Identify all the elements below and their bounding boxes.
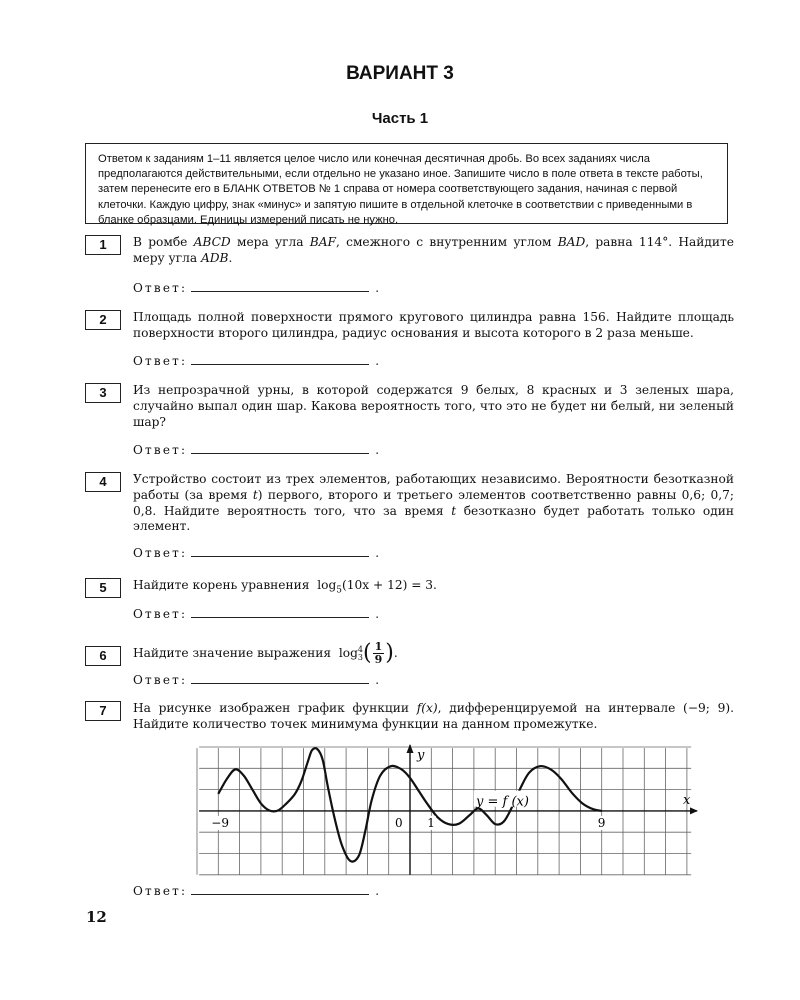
task-text: Площадь полной поверхности прямого кругового цилиндра равна 156. Найдите площадь поверхности второго цилиндра, радиус основания и высота которого в 2 раза меньше. bbox=[133, 310, 734, 340]
x-tick-label-neg9: −9 bbox=[211, 815, 230, 830]
instructions-text: Ответом к заданиям 1–11 является целое число или конечная десятичная дробь. Во всех заданиях числа предполагаются действительными, если отдельно не указано иное. Запишите число в поле ответа в тексте работы, затем перенесите его в БЛАНК ОТВЕТОВ № 1 справа от номера соответствующего задания, начиная с первой клеточки. Каждую цифру, знак «минус» и запятую пишите в отдельной клеточке в соответствии с приведенными в бланке образцами. Единицы измерений писать не нужно. bbox=[98, 153, 703, 226]
answer-field[interactable]: Ответ: . bbox=[133, 884, 380, 898]
curve-label: y = f (x) bbox=[476, 794, 529, 810]
task-text: Из непрозрачной урны, в которой содержатся 9 белых, 8 красных и 3 зеленых шара, случайно выпал один шар. Какова вероятность того, что это не будет ни белый, ни зеленый шар? bbox=[133, 383, 734, 429]
task-text: В ромбе ABCD мера угла BAF, смежного с внутренним углом BAD, равна 114°. Найдите меру угла ADB. bbox=[133, 235, 735, 265]
task-number: 5 bbox=[85, 578, 121, 598]
task-number: 4 bbox=[85, 472, 121, 492]
fraction: $\frac{1}{9}$ bbox=[374, 640, 383, 666]
section-subtitle: Часть 1 bbox=[371, 110, 429, 127]
task-number: 7 bbox=[85, 701, 121, 721]
answer-field[interactable]: Ответ: . bbox=[133, 607, 380, 621]
y-axis-arrow bbox=[407, 744, 414, 753]
page-number: 12 bbox=[86, 908, 107, 926]
task-text: Найдите значение выражения log 4 3 ( $\frac{1}{9}$ ). bbox=[133, 640, 398, 666]
x-tick-label-1: 1 bbox=[427, 815, 435, 830]
task-number: 1 bbox=[85, 235, 121, 255]
y-axis-label: y bbox=[417, 748, 425, 763]
instructions-box bbox=[85, 143, 728, 224]
math-log: log bbox=[317, 578, 337, 592]
page-title: ВАРИАНТ 3 bbox=[346, 63, 454, 84]
x-tick-label-9: 9 bbox=[597, 815, 606, 830]
function-graph bbox=[173, 743, 699, 878]
answer-field[interactable]: Ответ: . bbox=[133, 673, 380, 687]
answer-field[interactable]: Ответ: . bbox=[133, 354, 380, 368]
answer-field[interactable]: Ответ: . bbox=[133, 443, 380, 457]
answer-field[interactable]: Ответ: . bbox=[133, 281, 380, 295]
x-tick-label-0: 0 bbox=[395, 815, 403, 830]
task-number: 6 bbox=[85, 646, 121, 666]
task-text: Найдите корень уравнения $\log_5(10x + 12) = 3$. bbox=[133, 578, 437, 596]
math-log: log bbox=[338, 646, 358, 660]
answer-field[interactable]: Ответ: . bbox=[133, 546, 380, 560]
task-text: На рисунке изображен график функции f(x), дифференцируемой на интервале (−9; 9). Найдите количество точек минимума функции на данном промежутке. bbox=[133, 701, 734, 731]
x-axis-arrow bbox=[690, 807, 698, 814]
task-number: 3 bbox=[85, 383, 121, 403]
task-text: Устройство состоит из трех элементов, работающих независимо. Вероятности безотказной работы (за время t) первого, второго и третьего элементов соответственно равны 0,6; 0,7; 0,8. Найдите вероятность того, что за время t безотказно будет работать только один элемент. bbox=[133, 472, 734, 534]
task-number: 2 bbox=[85, 310, 121, 330]
x-axis-label: x bbox=[683, 792, 691, 808]
